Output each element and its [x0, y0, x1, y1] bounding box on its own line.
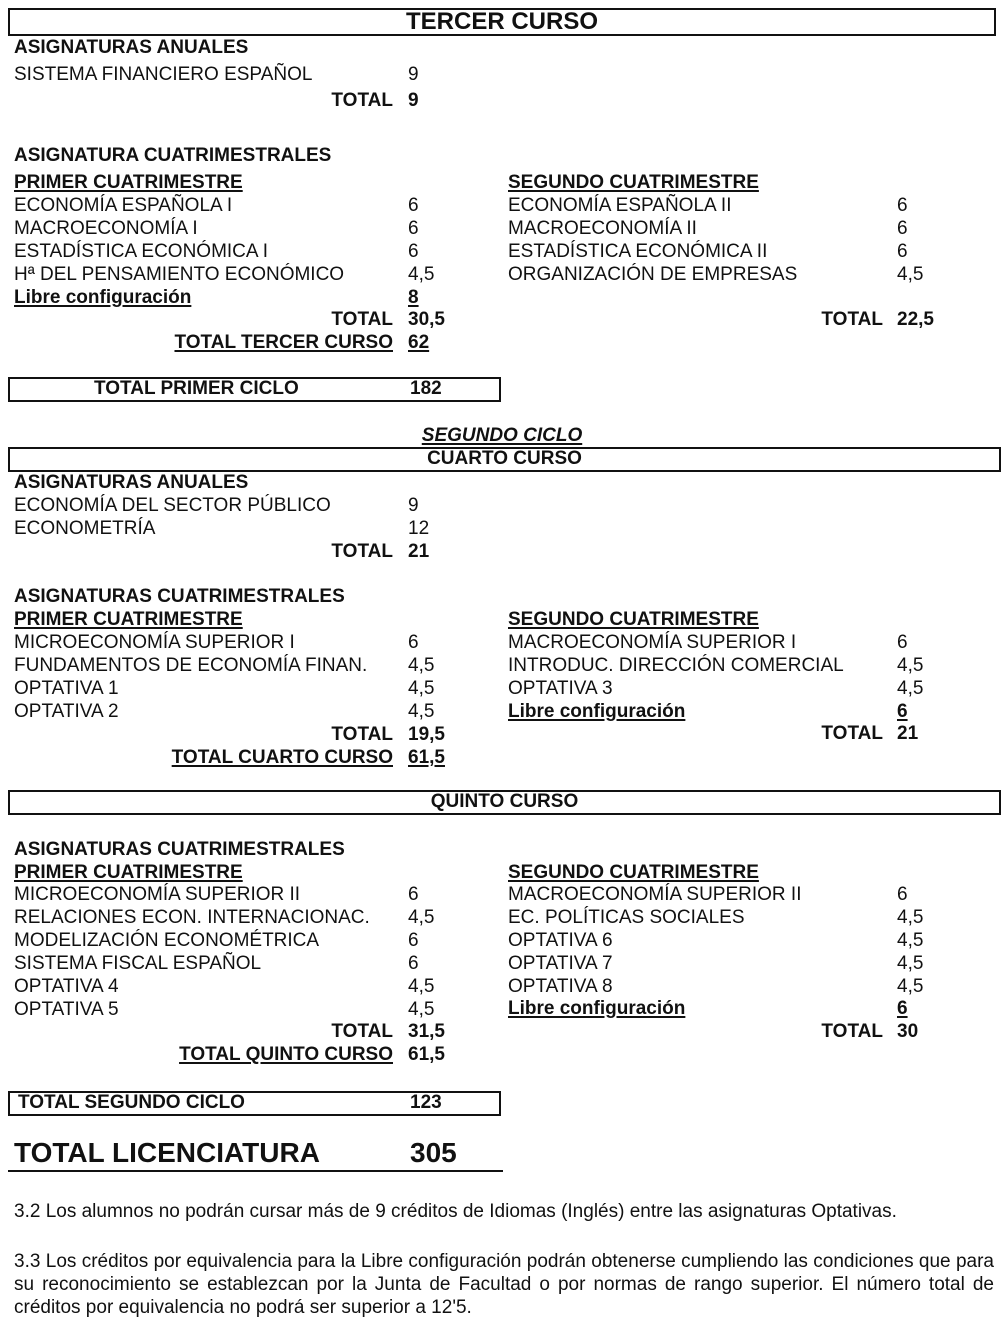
cuarto-c1-row-name: OPTATIVA 2: [14, 701, 119, 722]
quinto-c2-libre-credits: 6: [897, 998, 908, 1019]
cuarto-c2-row-name: MACROECONOMÍA SUPERIOR I: [508, 632, 797, 653]
quinto-c1-row-credits: 6: [408, 930, 419, 951]
segundo-ciclo-title: SEGUNDO CICLO: [421, 425, 583, 446]
tercer-c2-row-name: MACROECONOMÍA II: [508, 218, 697, 239]
quinto-c1-total-label: TOTAL: [331, 1021, 393, 1042]
tercer-c1-row-name: Hª DEL PENSAMIENTO ECONÓMICO: [14, 264, 345, 285]
tercer-anual-credits: 9: [408, 64, 419, 85]
quinto-c1-row-credits: 6: [408, 953, 419, 974]
quinto-c2-row-name: OPTATIVA 7: [508, 953, 613, 974]
tercer-c2-row-credits: 6: [897, 241, 908, 262]
cuarto-c2-row-credits: 4,5: [897, 678, 924, 699]
cuarto-c1-row-credits: 6: [408, 632, 419, 653]
cuarto-c1-row-name: OPTATIVA 1: [14, 678, 119, 699]
cuarto-anual-name: ECONOMÍA DEL SECTOR PÚBLICO: [14, 495, 331, 516]
tercer-anuales-total-label: TOTAL: [331, 90, 393, 111]
quinto-c1-row-credits: 4,5: [408, 999, 435, 1020]
cuarto-anual-credits: 9: [408, 495, 419, 516]
tercer-curso-total-label: TOTAL TERCER CURSO: [174, 332, 393, 353]
cuarto-c1-total: 19,5: [408, 724, 445, 745]
cuarto-anual-credits: 12: [408, 518, 430, 539]
quinto-c2-row-credits: 4,5: [897, 976, 924, 997]
quinto-c2-libre-name: Libre configuración: [508, 998, 686, 1019]
cuarto-c1-row-credits: 4,5: [408, 655, 435, 676]
cuarto-c2-row-credits: 6: [897, 632, 908, 653]
tercer-c1-total: 30,5: [408, 309, 445, 330]
tercer-cuatri-heading: ASIGNATURA CUATRIMESTRALES: [14, 145, 332, 166]
quinto-c2-row-name: OPTATIVA 8: [508, 976, 613, 997]
cuarto-anual-name: ECONOMETRÍA: [14, 518, 156, 539]
cuarto-c2-libre-credits: 6: [897, 701, 908, 722]
cuarto-c1-total-label: TOTAL: [331, 724, 393, 745]
quinto-c1-total: 31,5: [408, 1021, 445, 1042]
note-3-3: 3.3 Los créditos por equivalencia para la Libre configuración podrán obtenerse cumpliendo las condiciones que para su reconocimiento se establezcan por la Junta de Facultad o por normas de rango superior. El número total de créditos por equivalencia no podrá ser superior a 12'5.: [14, 1251, 994, 1318]
cuarto-c2-row-credits: 4,5: [897, 655, 924, 676]
tercer-c2-total-label: TOTAL: [821, 309, 883, 330]
tercer-curso-total: 62: [408, 332, 430, 353]
quinto-c1-heading: PRIMER CUATRIMESTRE: [14, 862, 243, 883]
cuarto-c2-total: 21: [897, 723, 919, 744]
cuarto-curso-total-label: TOTAL CUARTO CURSO: [171, 747, 393, 768]
cuarto-c1-row-name: FUNDAMENTOS DE ECONOMÍA FINAN.: [14, 655, 368, 676]
tercer-c2-heading: SEGUNDO CUATRIMESTRE: [508, 172, 759, 193]
quinto-curso-title: QUINTO CURSO: [430, 791, 579, 812]
quinto-c2-row-name: MACROECONOMÍA SUPERIOR II: [508, 884, 802, 905]
quinto-c1-row-name: MICROECONOMÍA SUPERIOR II: [14, 884, 301, 905]
quinto-c1-row-credits: 6: [408, 884, 419, 905]
tercer-c1-libre-credits: 8: [408, 287, 419, 308]
quinto-c1-row-name: SISTEMA FISCAL ESPAÑOL: [14, 953, 262, 974]
cuarto-c2-row-name: INTRODUC. DIRECCIÓN COMERCIAL: [508, 655, 844, 676]
tercer-c2-row-credits: 6: [897, 195, 908, 216]
tercer-c1-row-credits: 6: [408, 241, 419, 262]
licenciatura-underline: [8, 1170, 503, 1172]
quinto-c2-row-credits: 6: [897, 884, 908, 905]
tercer-c1-row-credits: 4,5: [408, 264, 435, 285]
cuarto-anuales-total: 21: [408, 541, 430, 562]
note-3-2: 3.2 Los alumnos no podrán cursar más de 9 créditos de Idiomas (Inglés) entre las asignaturas Optativas.: [14, 1201, 897, 1222]
primer-ciclo-value: 182: [410, 378, 442, 399]
primer-ciclo-label: TOTAL PRIMER CICLO: [94, 378, 299, 399]
quinto-curso-total: 61,5: [408, 1044, 445, 1065]
tercer-c1-row-name: ECONOMÍA ESPAÑOLA I: [14, 195, 233, 216]
tercer-c1-row-credits: 6: [408, 195, 419, 216]
cuarto-anuales-heading: ASIGNATURAS ANUALES: [14, 472, 249, 493]
tercer-anuales-total: 9: [408, 90, 419, 111]
quinto-c2-total-label: TOTAL: [821, 1021, 883, 1042]
cuarto-c2-heading: SEGUNDO CUATRIMESTRE: [508, 609, 759, 630]
quinto-c1-row-credits: 4,5: [408, 976, 435, 997]
quinto-c1-row-name: OPTATIVA 5: [14, 999, 119, 1020]
cuarto-c1-row-credits: 4,5: [408, 701, 435, 722]
quinto-c2-row-credits: 4,5: [897, 930, 924, 951]
quinto-c2-heading: SEGUNDO CUATRIMESTRE: [508, 862, 759, 883]
quinto-c2-row-name: EC. POLÍTICAS SOCIALES: [508, 907, 745, 928]
quinto-c1-row-name: MODELIZACIÓN ECONOMÉTRICA: [14, 930, 320, 951]
tercer-anuales-heading: ASIGNATURAS ANUALES: [14, 37, 249, 58]
cuarto-c2-row-name: OPTATIVA 3: [508, 678, 613, 699]
tercer-c1-libre-name: Libre configuración: [14, 287, 192, 308]
cuarto-c2-libre-name: Libre configuración: [508, 701, 686, 722]
tercer-c2-total: 22,5: [897, 309, 934, 330]
tercer-curso-title: TERCER CURSO: [405, 8, 598, 35]
cuarto-cuatri-heading: ASIGNATURAS CUATRIMESTRALES: [14, 586, 345, 607]
cuarto-curso-total: 61,5: [408, 747, 445, 768]
cuarto-curso-title: CUARTO CURSO: [427, 448, 582, 469]
cuarto-c1-row-name: MICROECONOMÍA SUPERIOR I: [14, 632, 295, 653]
segundo-ciclo-total-value: 123: [410, 1092, 442, 1113]
quinto-c2-row-credits: 4,5: [897, 953, 924, 974]
tercer-c2-row-name: ESTADÍSTICA ECONÓMICA II: [508, 241, 768, 262]
tercer-c1-row-name: ESTADÍSTICA ECONÓMICA I: [14, 241, 269, 262]
tercer-c1-row-name: MACROECONOMÍA I: [14, 218, 198, 239]
quinto-c2-row-name: OPTATIVA 6: [508, 930, 613, 951]
tercer-anual-name: SISTEMA FINANCIERO ESPAÑOL: [14, 64, 313, 85]
quinto-c2-row-credits: 4,5: [897, 907, 924, 928]
tercer-c2-row-credits: 4,5: [897, 264, 924, 285]
quinto-cuatri-heading: ASIGNATURAS CUATRIMESTRALES: [14, 839, 345, 860]
segundo-ciclo-total-label: TOTAL SEGUNDO CICLO: [18, 1092, 245, 1113]
tercer-c2-row-name: ORGANIZACIÓN DE EMPRESAS: [508, 264, 798, 285]
tercer-c1-total-label: TOTAL: [331, 309, 393, 330]
quinto-c1-row-name: RELACIONES ECON. INTERNACIONAC.: [14, 907, 370, 928]
tercer-c1-heading: PRIMER CUATRIMESTRE: [14, 172, 243, 193]
quinto-c1-row-credits: 4,5: [408, 907, 435, 928]
quinto-c1-row-name: OPTATIVA 4: [14, 976, 119, 997]
cuarto-c2-total-label: TOTAL: [821, 723, 883, 744]
licenciatura-label: TOTAL LICENCIATURA: [14, 1137, 320, 1168]
cuarto-anuales-total-label: TOTAL: [331, 541, 393, 562]
tercer-c1-row-credits: 6: [408, 218, 419, 239]
quinto-curso-total-label: TOTAL QUINTO CURSO: [179, 1044, 393, 1065]
tercer-c2-row-name: ECONOMÍA ESPAÑOLA II: [508, 195, 732, 216]
cuarto-c1-row-credits: 4,5: [408, 678, 435, 699]
licenciatura-value: 305: [410, 1137, 457, 1168]
tercer-c2-row-credits: 6: [897, 218, 908, 239]
cuarto-c1-heading: PRIMER CUATRIMESTRE: [14, 609, 243, 630]
quinto-c2-total: 30: [897, 1021, 919, 1042]
